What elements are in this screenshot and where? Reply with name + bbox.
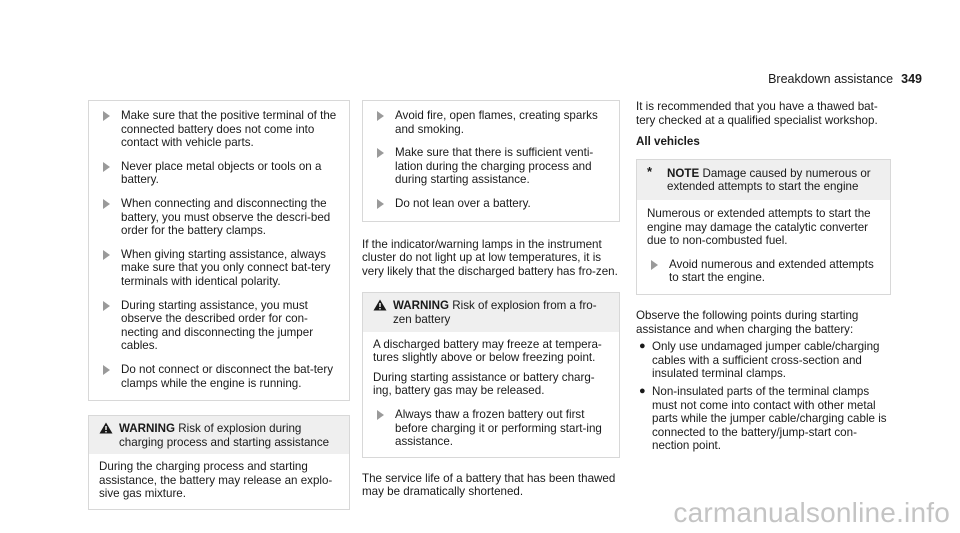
warning-header: [89, 416, 349, 454]
warning-header: [363, 293, 619, 331]
list-item: ● Only use undamaged jumper cable/charging cables with a sufficient cross-section and insulated terminal clamps.: [639, 340, 880, 381]
note-box: [636, 159, 891, 295]
arrow-icon: [377, 148, 384, 158]
bullet-icon: ●: [639, 384, 646, 397]
note-label: NOTE: [667, 166, 700, 180]
warning-label: WARNING: [393, 299, 450, 313]
step-item: Do not lean over a battery.: [373, 197, 609, 211]
warning-triangle-icon: [373, 299, 387, 311]
warning-body: A discharged battery may freeze at tempera-tures slightly above or below freezing point. During starting assistance or battery charg-ing, battery gas may be released. Always thaw a frozen battery out first before charging it or performing start-ing assistance.: [363, 332, 619, 457]
warning-body: During the charging process and starting assistance, the battery may release an explo-sive gas mixture.: [99, 460, 333, 501]
warning-triangle-icon: [99, 422, 113, 434]
warning-title: Risk of explosion from a fro-zen battery: [393, 299, 597, 326]
bullet-icon: ●: [639, 340, 646, 353]
column-1: [88, 100, 350, 510]
safety-steps-box: [88, 100, 350, 401]
paragraph: If the indicator/warning lamps in the instrument cluster do not light up at low temperatures, it is very likely that the discharged battery has fro-zen.: [362, 237, 618, 278]
paragraph: Observe the following points during starting assistance and when charging the battery:: [636, 308, 859, 336]
column-2: [362, 100, 620, 499]
step-item: Avoid numerous and extended attempts to start the engine.: [647, 258, 880, 285]
arrow-icon: [103, 111, 110, 121]
arrow-icon: [103, 365, 110, 375]
list-item: ● Non-insulated parts of the terminal clamps must not come into contact with other metal parts while the jumper cable/charging cable is connected to the battery/jump-start con-nection point.: [639, 384, 887, 453]
note-header: [637, 160, 890, 200]
arrow-icon: [103, 301, 110, 311]
step-item: Make sure that the positive terminal of the connected battery does not come into contact with vehicle parts.: [99, 109, 339, 150]
watermark: carmanualsonline.info: [673, 497, 950, 528]
paragraph: It is recommended that you have a thawed bat-tery checked at a qualified specialist workshop.: [636, 100, 878, 127]
step-item: When connecting and disconnecting the battery, you must observe the descri-bed order for the battery clamps.: [99, 197, 339, 238]
note-body: Numerous or extended attempts to start the engine may damage the catalytic converter due to non-combusted fuel. Avoid numerous and extended attempts to start the engine.: [637, 200, 890, 294]
asterisk-icon: *: [647, 163, 653, 179]
arrow-icon: [103, 162, 110, 172]
arrow-icon: [377, 410, 384, 420]
page-header: [768, 72, 922, 86]
step-item: During starting assistance, you must observe the described order for con-necting and disconnecting the jumper cables.: [99, 299, 339, 353]
warning-title: Risk of explosion during charging process and starting assistance: [119, 422, 330, 449]
step-item: Do not connect or disconnect the bat-tery clamps while the engine is running.: [99, 363, 339, 390]
step-item: Make sure that there is sufficient venti-lation during the charging process and during starting assistance.: [373, 146, 609, 187]
note-title: Damage caused by numerous or extended attempts to start the engine: [667, 166, 871, 194]
arrow-icon: [377, 199, 384, 209]
page-number: 349: [901, 72, 922, 86]
warning-box: [362, 292, 620, 457]
section-title: Breakdown assistance: [768, 72, 894, 86]
warning-box: [88, 415, 350, 510]
paragraph: The service life of a battery that has been thawed may be dramatically shortened.: [362, 471, 616, 499]
arrow-icon: [377, 111, 384, 121]
section-heading: All vehicles: [636, 135, 700, 149]
safety-steps-box: [362, 100, 620, 222]
step-item: Avoid fire, open flames, creating sparks and smoking.: [373, 109, 609, 136]
arrow-icon: [103, 199, 110, 209]
step-item: Never place metal objects or tools on a battery.: [99, 160, 339, 187]
warning-label: WARNING: [119, 422, 176, 436]
arrow-icon: [103, 250, 110, 260]
step-item: Always thaw a frozen battery out first before charging it or performing start-ing assistance.: [373, 408, 609, 449]
step-item: When giving starting assistance, always make sure that you only connect bat-tery terminals with identical polarity.: [99, 248, 339, 289]
column-3: [636, 100, 891, 457]
arrow-icon: [651, 260, 658, 270]
